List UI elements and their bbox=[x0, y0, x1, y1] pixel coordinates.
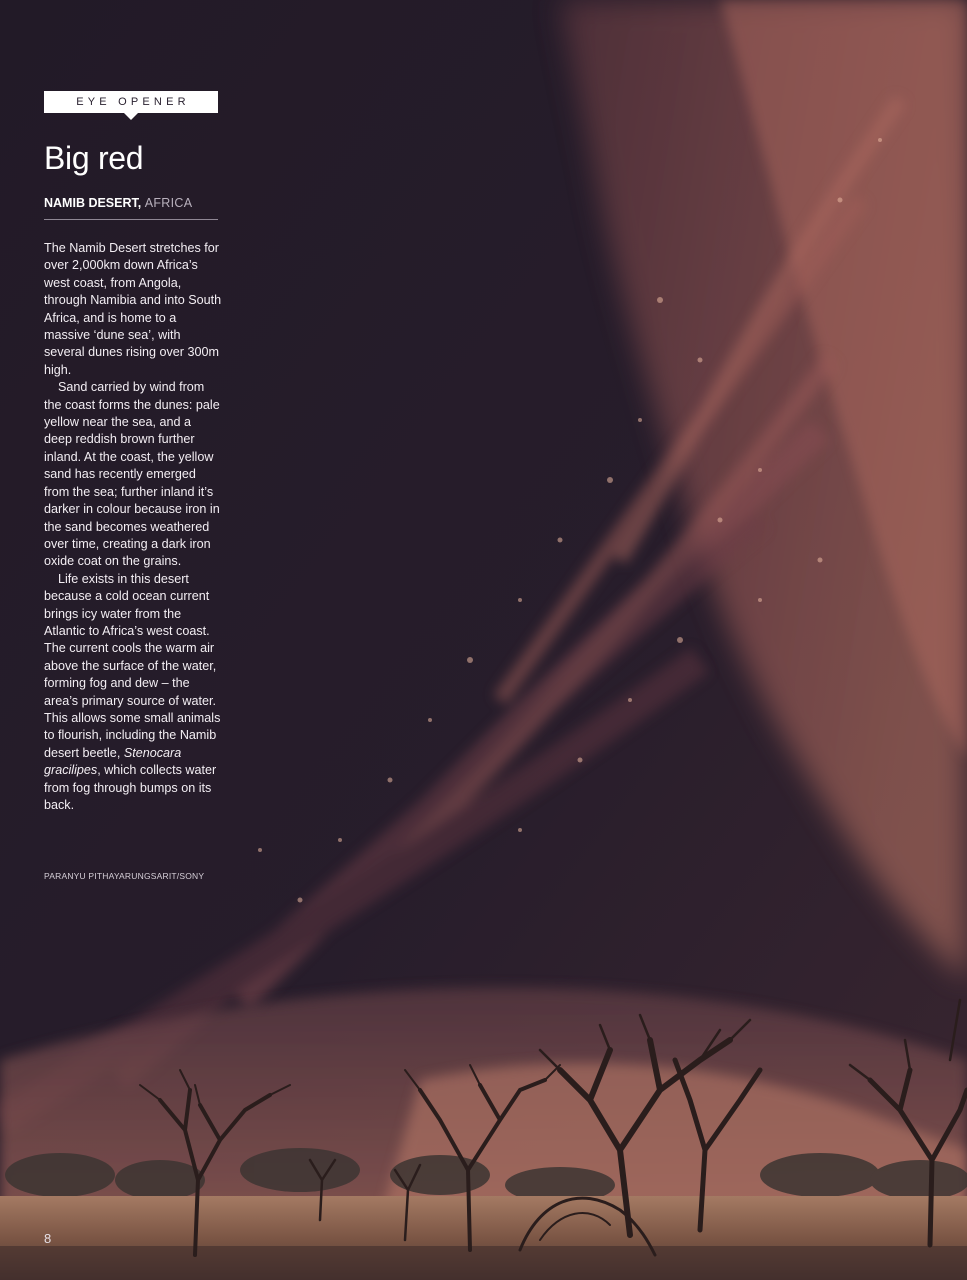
paragraph-1: The Namib Desert stretches for over 2,000km down Africa’s west coast, from Angola, through Namibia and into South Africa, and is home to a massive ‘dune sea’, with several dunes rising over 300m high. bbox=[44, 241, 222, 377]
paragraph-3 bbox=[44, 571, 222, 815]
location-line bbox=[44, 195, 192, 211]
location-place: NAMIB DESERT, bbox=[44, 196, 142, 210]
paragraph-2: Sand carried by wind from the coast forms the dunes: pale yellow near the sea, and a deep reddish brown further inland. At the coast, the yellow sand has recently emerged from the sea; further inland it’s darker in colour because iron in the sand becomes weathered over time, creating a dark iron oxide coat on the grains. bbox=[44, 380, 220, 569]
divider bbox=[44, 219, 218, 220]
section-tag: EYE OPENER bbox=[44, 91, 218, 113]
paragraph-3-text-start: Life exists in this desert because a cold ocean current brings icy water from the Atlantic to Africa’s west coast. The current cools the warm air above the surface of the water, forming fog and dew – the area’s primary source of water. This allows some small animals to flourish, including the Namib desert beetle, bbox=[44, 571, 221, 760]
species-name: Stenocara gracilipes bbox=[44, 745, 182, 778]
page-number: 8 bbox=[44, 1231, 52, 1246]
photo-credit: PARANYU PITHAYARUNGSARIT/SONY bbox=[44, 871, 205, 881]
location-region: AFRICA bbox=[144, 196, 193, 210]
paragraph-3-text-end: , which collects water from fog through bumps on its back. bbox=[44, 763, 217, 812]
headline: Big red bbox=[44, 140, 144, 176]
article-body bbox=[44, 240, 222, 814]
